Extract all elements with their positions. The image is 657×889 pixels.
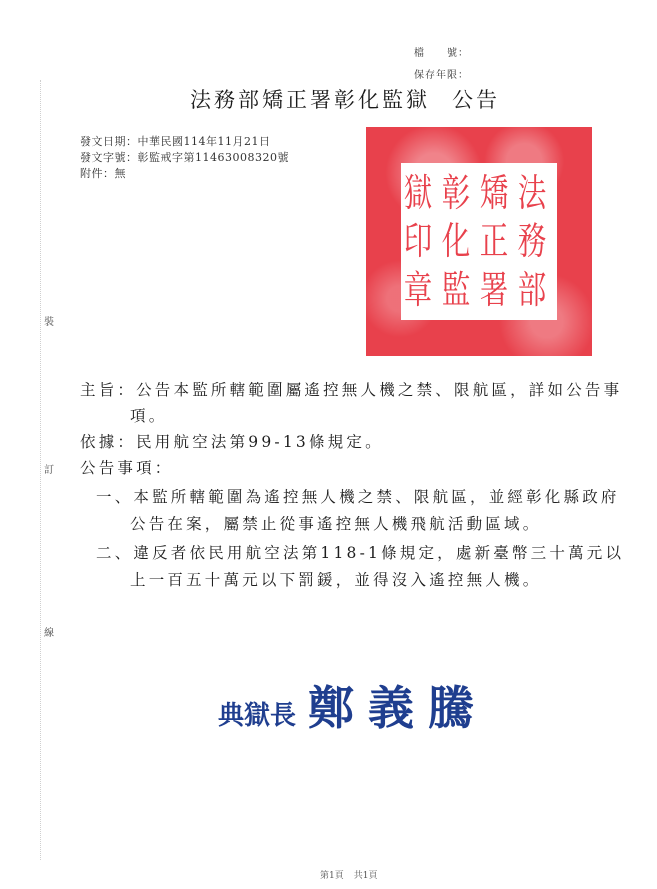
attachment-info: 附件：無 [80,167,126,180]
page-number: 第1頁 [320,871,344,881]
binding-mark-xian: 線 [44,628,54,639]
announcement-item-2-line-2: 上一百五十萬元以下罰鍰，並得沒入遙控無人機。 [130,571,542,589]
seal-char: 彰 [441,171,471,216]
issue-date: 發文日期：中華民國114年11月21日 [80,135,271,148]
binding-mark-ding: 訂 [44,465,54,476]
page-footer [320,868,377,881]
binding-mark-zhuang: 裝 [44,317,54,328]
seal-char: 正 [479,219,509,264]
seal-char: 務 [517,219,547,264]
signature-name: 鄭義騰 [308,681,489,735]
seal-char: 章 [403,267,433,312]
seal-char: 法 [517,171,547,216]
warden-signature [218,672,488,738]
seal-char: 印 [403,219,433,264]
seal-char: 部 [517,267,547,312]
seal-char: 獄 [403,171,433,216]
seal-char: 矯 [479,171,509,216]
official-seal [366,127,592,356]
seal-char: 化 [441,219,471,264]
document-title [190,84,500,114]
document-type: 公告 [452,88,500,112]
agency-name: 法務部矯正署彰化監獄 [190,88,430,112]
page-total: 共1頁 [353,871,378,881]
announcement-item-1-line-2: 公告在案，屬禁止從事遙控無人機飛航活動區域。 [130,515,542,533]
announcement-item-1-line-1: 一、本監所轄範圍為遙控無人機之禁、限航區，並經彰化縣政府 [96,488,620,506]
seal-char: 署 [479,267,509,312]
seal-char: 監 [441,267,471,312]
subject-line-1: 主旨：公告本監所轄範圍屬遙控無人機之禁、限航區，詳如公告事 [80,381,623,399]
issue-number: 發文字號：彰監戒字第11463008320號 [80,151,289,164]
subject-line-2: 項。 [130,407,168,425]
signature-title: 典獄長 [218,701,297,731]
announcement-item-2-line-1: 二、違反者依民用航空法第118-1條規定，處新臺幣三十萬元以 [96,544,625,562]
seal-inner-field [401,163,557,320]
retention-period-label: 保存年限： [414,70,469,81]
basis-line: 依據：民用航空法第99-13條規定。 [80,433,384,451]
file-number-label: 檔 號： [414,48,469,59]
announcement-items-heading: 公告事項： [80,459,174,477]
